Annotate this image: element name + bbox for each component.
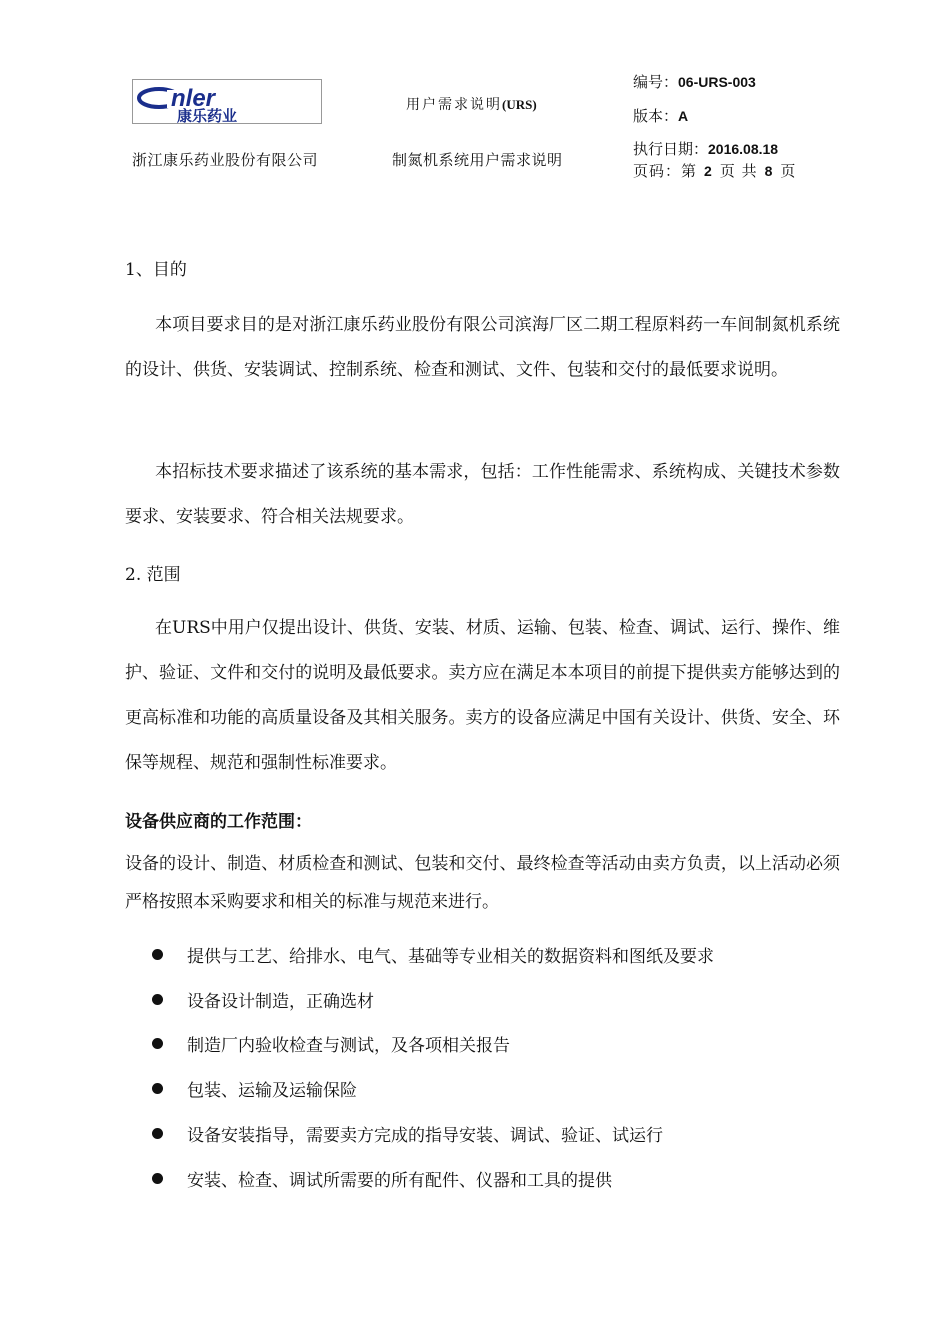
paragraph-purpose [125, 303, 840, 393]
document-code-value: 06-URS-003 [678, 74, 756, 90]
document-title-text: 用户需求说明 [406, 97, 502, 113]
section-title-scope: 2. 范围 [125, 565, 181, 585]
list-item-text: 设备设计制造，正确选材 [187, 991, 374, 1012]
paragraph-supplier-scope [125, 845, 840, 921]
bullet-icon [152, 1083, 163, 1094]
paragraph-supplier-scope-text: 设备的设计、制造、材质检查和测试、包装和交付、最终检查等活动由卖方负责，以上活动必须严格按照本采购要求和相关的标准与规范来进行。 [125, 854, 840, 912]
scope-bullet-list [152, 932, 714, 1201]
page-mid: 页 共 [719, 162, 758, 180]
paragraph-scope [125, 606, 840, 786]
list-item [152, 932, 714, 977]
list-item-text: 制造厂内验收检查与测试，及各项相关报告 [187, 1036, 510, 1057]
document-version [633, 105, 688, 126]
document-code [633, 71, 756, 92]
scope-heading: 设备供应商的工作范围： [125, 812, 312, 832]
bullet-icon [152, 949, 163, 960]
list-item [152, 1156, 714, 1201]
bullet-icon [152, 994, 163, 1005]
company-name: 浙江康乐药业股份有限公司 [132, 151, 319, 169]
list-item-text: 设备安装指导，需要卖方完成的指导安装、调试、验证、试运行 [187, 1126, 663, 1147]
document-code-label: 编号： [633, 73, 679, 91]
paragraph-purpose-text: 本项目要求目的是对浙江康乐药业股份有限公司滨海厂区二期工程原料药一车间制氮机系统的设计、供货、安装调试、控制系统、检查和测试、文件、包装和交付的最低要求说明。 [125, 315, 840, 380]
paragraph-requirements [125, 450, 840, 540]
document-title-suffix: (URS) [502, 97, 537, 112]
list-item [152, 1066, 714, 1111]
page-total: 8 [764, 163, 774, 179]
document-version-value: A [678, 108, 689, 124]
effective-date [633, 138, 778, 159]
page-current: 2 [704, 163, 713, 179]
bullet-icon [152, 1128, 163, 1139]
page-suffix: 页 [780, 162, 797, 180]
list-item-text: 包装、运输及运输保险 [187, 1081, 357, 1102]
list-item-text: 安装、检查、调试所需要的所有配件、仪器和工具的提供 [187, 1170, 612, 1191]
paragraph-scope-text: 在URS中用户仅提出设计、供货、安装、材质、运输、包装、检查、调试、运行、操作、维护、验证、文件和交付的说明及最低要求。卖方应在满足本本项目的前提下提供卖方能够达到的更高标准和功能的高质量设备及其相关服务。卖方的设备应满足中国有关设计、供货、安全、环保等规程、规范和强制性标准要求。 [125, 618, 840, 773]
list-item [152, 977, 714, 1022]
svg-text:nler: nler [171, 85, 216, 112]
bullet-icon [152, 1038, 163, 1049]
svg-text:康乐药业: 康乐药业 [177, 107, 238, 123]
paragraph-requirements-text: 本招标技术要求描述了该系统的基本需求，包括：工作性能需求、系统构成、关键技术参数要求、安装要求、符合相关法规要求。 [125, 462, 840, 527]
list-item [152, 1111, 714, 1156]
effective-date-value: 2016.08.18 [708, 141, 779, 157]
document-subtitle: 制氮机系统用户需求说明 [392, 151, 563, 169]
list-item [152, 1022, 714, 1067]
page-prefix: 页码：第 [633, 162, 698, 180]
document-version-label: 版本： [633, 107, 679, 125]
company-logo [132, 79, 322, 124]
bullet-icon [152, 1173, 163, 1184]
list-item-text: 提供与工艺、给排水、电气、基础等专业相关的数据资料和图纸及要求 [187, 946, 714, 967]
effective-date-label: 执行日期： [633, 140, 709, 158]
page-number [633, 160, 796, 181]
document-title [406, 94, 537, 114]
section-title-purpose: 1、目的 [125, 260, 187, 280]
